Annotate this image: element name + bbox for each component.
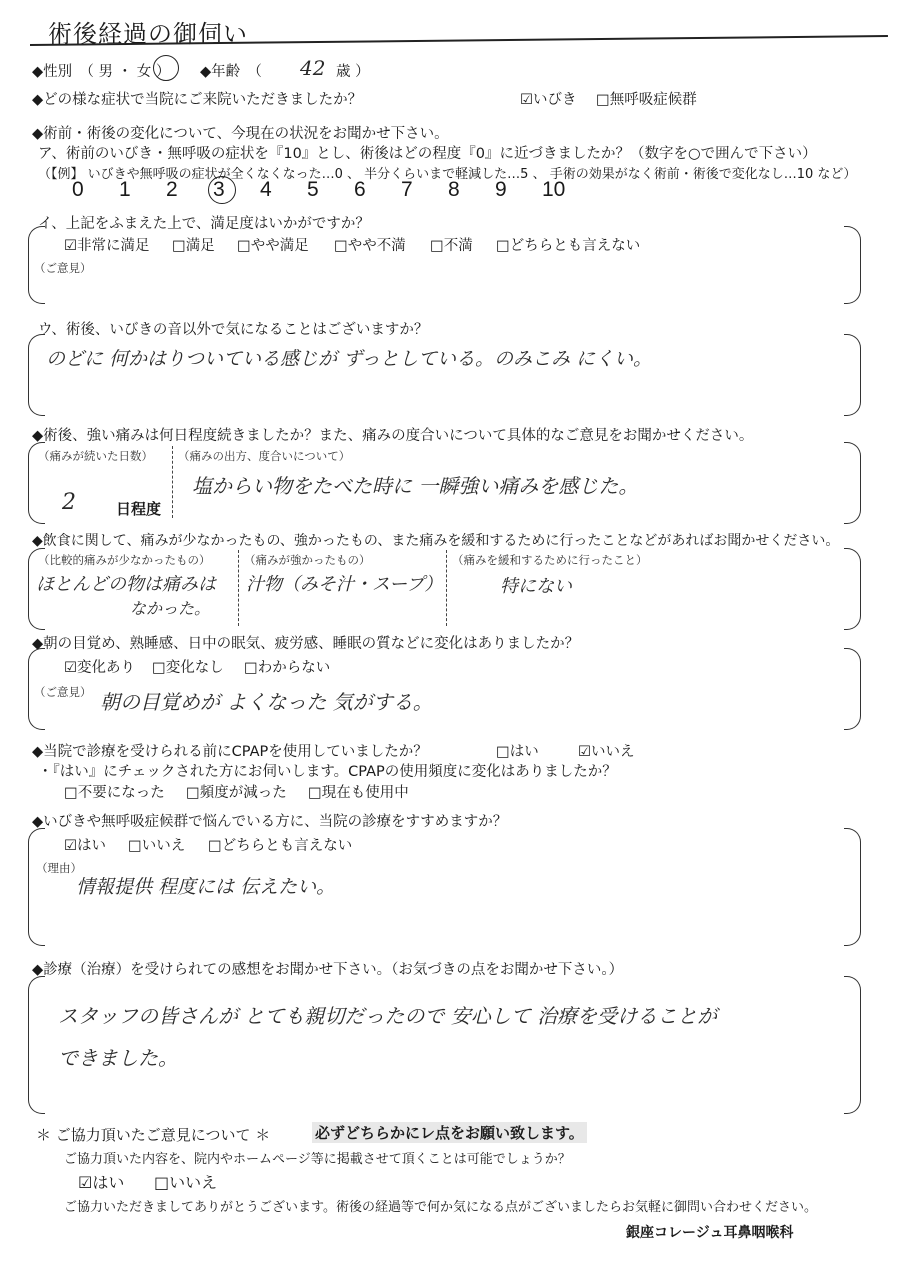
consent-yes-checkbox[interactable]: ☑はい — [78, 1173, 125, 1192]
food-divider-2 — [446, 550, 447, 626]
impression-bracket-left — [28, 976, 45, 1114]
recommend-bracket-right — [844, 828, 861, 946]
opinion-label: （ご意見） — [34, 261, 92, 275]
pain-days-unit: 日程度 — [116, 500, 162, 518]
sat-satisfied[interactable]: □満足 — [172, 238, 215, 254]
symptom-snoring-checkbox[interactable]: ☑いびき — [520, 92, 577, 108]
morning-unknown[interactable]: □わからない — [244, 660, 331, 676]
scale-3[interactable]: 3 — [213, 178, 225, 201]
food-col3-label: （痛みを緩和するために行ったこと） — [452, 553, 648, 567]
scale-0[interactable]: 0 — [72, 178, 84, 201]
pain-days-label: （痛みが続いた日数） — [38, 449, 153, 463]
other-concerns-answer[interactable]: のどに 何かはりついている感じが ずっとしている。のみこみ にくい。 — [46, 348, 652, 370]
sat-somewhat-dissatisfied[interactable]: □やや不満 — [334, 238, 406, 254]
question-symptom: ◆どの様な症状で当院にご来院いただきましたか？ — [32, 92, 363, 108]
consent-no-checkbox[interactable]: □いいえ — [154, 1173, 218, 1192]
recommend-neither[interactable]: □どちらとも言えない — [208, 838, 353, 854]
scale-5[interactable]: 5 — [307, 178, 319, 201]
sat-very-satisfied[interactable]: ☑非常に満足 — [64, 238, 150, 254]
cpap-no-longer-needed[interactable]: □不要になった — [64, 785, 165, 801]
reason-label: （理由） — [36, 861, 82, 875]
question-other-concerns: ウ、術後、いびきの音以外で気になることはございますか？ — [38, 322, 429, 338]
gender-field[interactable]: ◆性別 （ 男 ・ 女 ） — [32, 64, 171, 80]
consent-heading: ＊ ご協力頂いたご意見について ＊ — [36, 1126, 271, 1144]
scale-9[interactable]: 9 — [495, 178, 507, 201]
morning-changed[interactable]: ☑変化あり — [64, 660, 135, 676]
scale-8[interactable]: 8 — [448, 178, 460, 201]
food-col1-answer-line2[interactable]: なかった。 — [130, 599, 211, 618]
clinic-name: 銀座コレージュ耳鼻咽喉科 — [626, 1225, 794, 1241]
impression-bracket-right — [844, 976, 861, 1114]
scale-1[interactable]: 1 — [119, 178, 131, 201]
sat-dissatisfied[interactable]: □不満 — [430, 238, 473, 254]
satisfaction-bracket-right — [844, 226, 861, 304]
gender-selected-circle — [153, 55, 179, 81]
morning-bracket-right — [844, 648, 861, 730]
thanks-message: ご協力いただきましてありがとうございます。術後の経過等で何か気になる点がございましたらお気軽に御問い合わせください。 — [64, 1200, 817, 1215]
cpap-reduced[interactable]: □頻度が減った — [186, 785, 287, 801]
recommend-no[interactable]: □いいえ — [128, 838, 186, 854]
recommend-bracket-left — [28, 828, 45, 946]
pain-days-value[interactable]: 2 — [62, 490, 76, 515]
question-morning: ◆朝の目覚め、熟睡感、日中の眠気、疲労感、睡眠の質などに変化はありましたか？ — [32, 636, 580, 652]
question-cpap: ◆当院で診療を受けられる前にCPAPを使用していましたか？ — [32, 744, 428, 760]
food-bracket-right — [844, 548, 861, 630]
scale-2[interactable]: 2 — [166, 178, 178, 201]
morning-answer[interactable]: 朝の目覚めが よくなった 気がする。 — [100, 690, 433, 714]
impression-answer-line1[interactable]: スタッフの皆さんが とても親切だったので 安心して 治療を受けることが — [58, 1004, 718, 1028]
scale-selected-circle — [208, 176, 236, 204]
morning-no-change[interactable]: □変化なし — [152, 660, 224, 676]
age-unit: 歳 ） — [336, 64, 370, 80]
pain-detail-answer[interactable]: 塩からい物をたべた時に 一瞬強い痛みを感じた。 — [192, 474, 639, 498]
change-example: （【例】 いびきや無呼吸の症状が全くなくなった…0 、 半分くらいまで軽減した…5 、 手術の効果がなく術前・術後で変化なし…10 など） — [38, 167, 857, 182]
food-col1-label: （比較的痛みが少なかったもの） — [38, 553, 211, 567]
food-divider-1 — [238, 550, 239, 626]
food-col2-answer[interactable]: 汁物（みそ汁・スープ） — [246, 574, 443, 595]
pain-divider — [172, 446, 173, 518]
cpap-yes-checkbox[interactable]: □はい — [496, 744, 539, 760]
cpap-still-using[interactable]: □現在も使用中 — [308, 785, 409, 801]
sat-somewhat-satisfied[interactable]: □やや満足 — [237, 238, 309, 254]
other-bracket-right — [844, 334, 861, 416]
consent-question: ご協力頂いた内容を、院内やホームページ等に掲載させて頂くことは可能でしょうか？ — [64, 1152, 571, 1167]
scale-row — [72, 178, 589, 202]
cpap-no-checkbox[interactable]: ☑いいえ — [578, 744, 635, 760]
question-impression: ◆診療（治療）を受けられての感想をお聞かせ下さい。（お気づきの点をお聞かせ下さい。） — [32, 962, 624, 978]
morning-opinion-label: （ご意見） — [34, 685, 92, 699]
other-bracket-left — [28, 334, 45, 416]
recommend-yes[interactable]: ☑はい — [64, 838, 106, 854]
reason-answer[interactable]: 情報提供 程度には 伝えたい。 — [76, 876, 336, 898]
question-change-a: ア、術前のいびき・無呼吸の症状を『10』とし、術後はどの程度『0』に近づきましたか？（数字を○で囲んで下さい） — [38, 146, 817, 162]
scale-6[interactable]: 6 — [354, 178, 366, 201]
impression-answer-line2[interactable]: できました。 — [58, 1046, 178, 1070]
page-title: 術後経過の御伺い — [48, 20, 248, 48]
age-value[interactable]: 42 — [300, 56, 326, 80]
age-label: ◆年齢 （ — [200, 64, 262, 80]
pain-bracket-right — [844, 442, 861, 524]
question-change: ◆術前・術後の変化について、今現在の状況をお聞かせ下さい。 — [32, 126, 449, 142]
pain-detail-label: （痛みの出方、度合いについて） — [178, 449, 351, 463]
question-recommend: ◆いびきや無呼吸症候群で悩んでいる方に、当院の診療をすすめますか？ — [32, 814, 508, 830]
scale-7[interactable]: 7 — [401, 178, 413, 201]
food-col3-answer[interactable]: 特にない — [500, 576, 572, 597]
scale-4[interactable]: 4 — [260, 178, 272, 201]
symptom-apnea-checkbox[interactable]: □無呼吸症候群 — [596, 92, 697, 108]
question-pain: ◆術後、強い痛みは何日程度続きましたか？また、痛みの度合いについて具体的なご意見をお聞かせください。 — [32, 428, 754, 444]
sat-neither[interactable]: □どちらとも言えない — [496, 238, 641, 254]
food-col1-answer-line1[interactable]: ほとんどの物は痛みは — [36, 574, 216, 595]
question-cpap-sub: ・『はい』にチェックされた方にお伺いします。CPAPの使用頻度に変化はありましたか？ — [38, 764, 617, 780]
question-satisfaction: イ、上記をふまえた上で、満足度はいかがですか？ — [38, 216, 370, 232]
consent-heading-emphasis: 必ずどちらかにレ点をお願い致します。 — [312, 1122, 587, 1143]
food-col2-label: （痛みが強かったもの） — [244, 553, 371, 567]
question-food: ◆飲食に関して、痛みが少なかったもの、強かったもの、また痛みを緩和するために行ったことなどがあればお聞かせください。 — [32, 533, 840, 549]
scale-10[interactable]: 10 — [542, 178, 566, 201]
